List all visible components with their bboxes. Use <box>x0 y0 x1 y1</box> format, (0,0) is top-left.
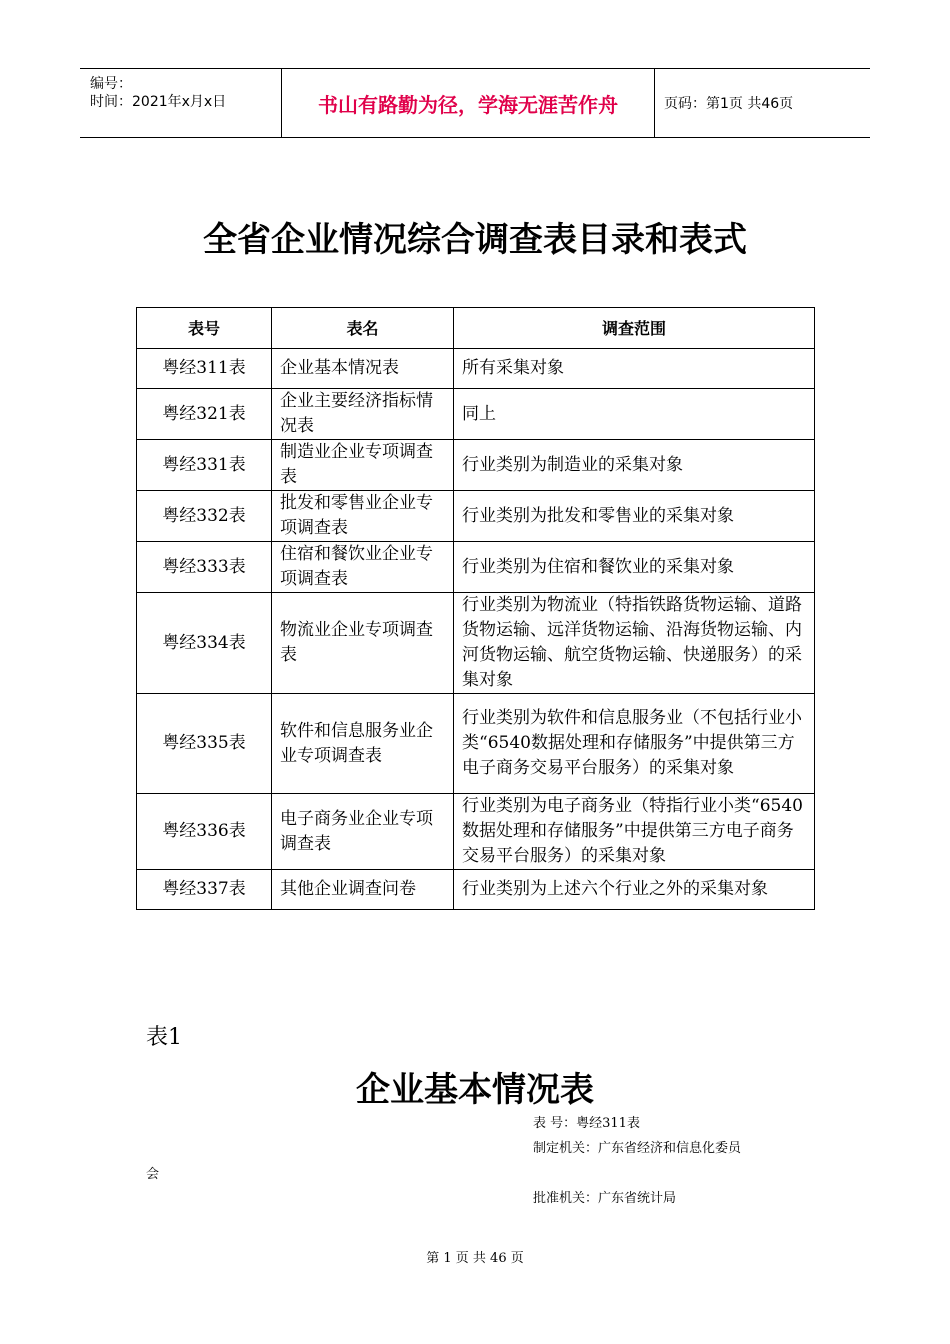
form-name-cell: 企业主要经济指标情况表 <box>272 389 454 440</box>
document-title: 全省企业情况综合调查表目录和表式 <box>203 220 747 260</box>
page-footer: 第 1 页 共 46 页 <box>426 1251 524 1266</box>
scope-cell: 行业类别为软件和信息服务业（不包括行业小类“6540数据处理和存储服务”中提供第三方电子商务交易平台服务）的采集对象 <box>454 694 815 794</box>
column-header: 表号 <box>137 308 272 349</box>
scope-cell: 行业类别为制造业的采集对象 <box>454 440 815 491</box>
form-name-cell: 其他企业调查问卷 <box>272 870 454 910</box>
scope-cell: 行业类别为电子商务业（特指行业小类“6540数据处理和存储服务”中提供第三方电子商务交易平台服务）的采集对象 <box>454 794 815 870</box>
table-row <box>137 593 815 694</box>
page-header <box>80 68 870 138</box>
time-label: 时间：2021年x月x日 <box>90 94 227 110</box>
form-name-cell: 软件和信息服务业企业专项调查表 <box>272 694 454 794</box>
approving-authority: 批准机关：广东省统计局 <box>533 1191 677 1206</box>
table-row <box>137 870 815 910</box>
form-title: 企业基本情况表 <box>356 1070 594 1110</box>
table-row <box>137 349 815 389</box>
form-number-cell: 粤经336表 <box>137 794 272 870</box>
form-number-cell: 粤经332表 <box>137 491 272 542</box>
table-row <box>137 491 815 542</box>
table-row <box>137 542 815 593</box>
table-row <box>137 694 815 794</box>
table-row <box>137 794 815 870</box>
form-number-cell: 粤经335表 <box>137 694 272 794</box>
section-label: 表1 <box>146 1025 182 1050</box>
scope-cell: 行业类别为上述六个行业之外的采集对象 <box>454 870 815 910</box>
issuing-authority: 制定机关：广东省经济和信息化委员 <box>533 1141 742 1156</box>
form-name-cell: 批发和零售业企业专项调查表 <box>272 491 454 542</box>
form-name-cell: 电子商务业企业专项调查表 <box>272 794 454 870</box>
form-number-cell: 粤经337表 <box>137 870 272 910</box>
table-row <box>137 440 815 491</box>
issuing-authority-continued: 会 <box>146 1167 160 1182</box>
form-name-cell: 企业基本情况表 <box>272 349 454 389</box>
column-header: 表名 <box>272 308 454 349</box>
scope-cell: 同上 <box>454 389 815 440</box>
header-info-cell <box>80 69 282 137</box>
header-motto: 书山有路勤为径，学海无涯苦作舟 <box>282 69 655 137</box>
form-number: 表 号：粤经311表 <box>533 1116 640 1131</box>
form-number-cell: 粤经311表 <box>137 349 272 389</box>
scope-cell: 行业类别为住宿和餐饮业的采集对象 <box>454 542 815 593</box>
scope-cell: 所有采集对象 <box>454 349 815 389</box>
form-number-cell: 粤经333表 <box>137 542 272 593</box>
form-name-cell: 住宿和餐饮业企业专项调查表 <box>272 542 454 593</box>
scope-cell: 行业类别为批发和零售业的采集对象 <box>454 491 815 542</box>
code-label: 编号： <box>90 76 132 92</box>
form-number-cell: 粤经331表 <box>137 440 272 491</box>
scope-cell: 行业类别为物流业（特指铁路货物运输、道路货物运输、远洋货物运输、沿海货物运输、内河货物运输、航空货物运输、快递服务）的采集对象 <box>454 593 815 694</box>
form-name-cell: 制造业企业专项调查表 <box>272 440 454 491</box>
table-header-row <box>137 308 815 349</box>
form-number-cell: 粤经321表 <box>137 389 272 440</box>
form-number-cell: 粤经334表 <box>137 593 272 694</box>
catalog-table <box>136 307 815 910</box>
table-row <box>137 389 815 440</box>
column-header: 调查范围 <box>454 308 815 349</box>
form-name-cell: 物流业企业专项调查表 <box>272 593 454 694</box>
header-page-info: 页码：第1页 共46页 <box>664 96 794 112</box>
